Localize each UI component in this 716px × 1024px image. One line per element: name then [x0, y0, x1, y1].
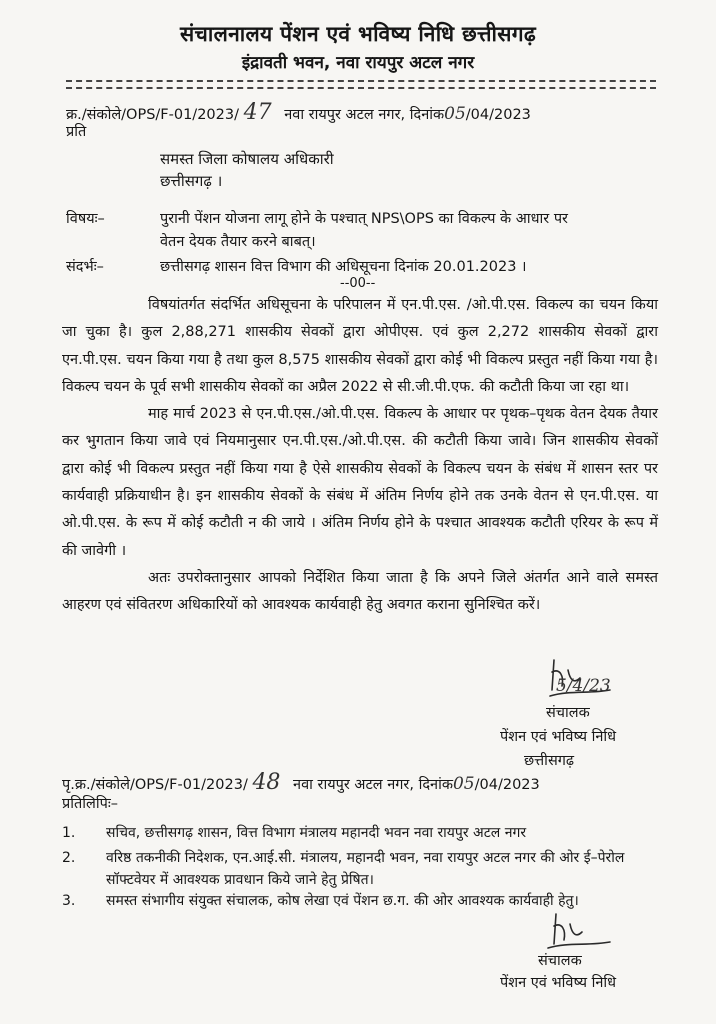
list-item: [62, 822, 662, 844]
office-title: संचालनालय पेंशन एवं भविष्य निधि छत्तीसगढ़: [180, 22, 536, 46]
signatory-1-designation: संचालक: [546, 705, 590, 721]
reference-line: [66, 100, 666, 125]
header-divider-2: [66, 87, 656, 89]
list-item-text: वरिष्ठ तकनीकी निदेशक, एन.आई.सी. मंत्रालय, महानदी भवन, नवा रायपुर अटल नगर की ओर ई–पेरोल सॉफ्टवेयर में आवश्यक प्रावधान किये जाने हेतु प्रेषित।: [106, 850, 625, 888]
ref2-month-year: /04/2023: [474, 777, 540, 793]
paragraph-2: माह मार्च 2023 से एन.पी.एस./ओ.पी.एस. विकल्प के आधार पर पृथक–पृथक वेतन देयक तैयार कर भुगतान किया जावे एवं नियमानुसार एन.पी.एस./ओ.पी.एस. की कटौती किया जावे। जिन शासकीय सेवकों द्वारा कोई भी विकल्प प्रस्तुत नहीं किया गया है ऐसे शासकीय सेवकों के विकल्प चयन के संबंध में शासन स्तर पर कार्यवाही प्रक्रियाधीन है। इन शासकीय सेवकों के संबंध में अंतिम निर्णय होने तक उनके वेतन से एन.पी.एस. या ओ.पी.एस. के रूप में कोई कटौती न की जाये । अंतिम निर्णय होने के पश्चात आवश्यक कटौती एरियर के रूप में की जावेगी ।: [62, 406, 658, 559]
copy-reference-line: [62, 770, 662, 795]
signature-1-date: 5/4/23: [556, 676, 611, 696]
signatory-1-state: छत्तीसगढ़: [524, 753, 575, 769]
reference-label: संदर्भः–: [66, 259, 104, 275]
list-item-number: 2.: [62, 850, 76, 866]
addressee-line-2: छत्तीसगढ़ ।: [160, 172, 223, 190]
separator: --00--: [340, 276, 376, 291]
list-item-number: 1.: [62, 825, 76, 841]
ref-month-year: /04/2023: [465, 107, 531, 123]
ref-number: 47: [243, 100, 272, 125]
ref2-place-date: नवा रायपुर अटल नगर, दिनांक: [293, 777, 453, 793]
copy-label: प्रतिलिपिः–: [62, 796, 119, 812]
to-label: प्रति: [66, 124, 87, 140]
office-address: इंद्रावती भवन, नवा रायपुर अटल नगर: [241, 53, 475, 73]
list-item-text: सचिव, छत्तीसगढ़ शासन, वित्त विभाग मंत्रालय महानदी भवन नवा रायपुर अटल नगर: [106, 825, 527, 841]
subject-line-1: पुरानी पेंशन योजना लागू होने के पश्चात् NPS\OPS का विकल्प के आधार पर: [160, 211, 568, 227]
ref2-prefix: पृ.क्र./संकोले/OPS/F-01/2023/: [62, 777, 248, 793]
ref-place-date: नवा रायपुर अटल नगर, दिनांक: [284, 107, 445, 123]
paragraph-1: विषयांतर्गत संदर्भित अधिसूचना के परिपालन में एन.पी.एस. /ओ.पी.एस. विकल्प का चयन किया जा चुका है। कुल 2,88,271 शासकीय सेवकों द्वारा ओपीएस. एवं कुल 2,272 शासकीय सेवकों द्वारा एन.पी.एस. चयन किया गया है तथा कुल 8,575 शासकीय सेवकों द्वारा कोई भी विकल्प प्रस्तुत नहीं किया गया है। विकल्प चयन के पूर्व सभी शासकीय सेवकों का अप्रैल 2022 से सी.जी.पी.एफ. की कटौती किया जा रहा था।: [62, 297, 658, 395]
letter-body: [62, 292, 658, 620]
header-divider: [66, 80, 656, 82]
signatory-2-designation: संचालक: [538, 953, 582, 969]
ref-prefix: क्र./संकोले/OPS/F-01/2023/: [66, 107, 239, 123]
ref-day: 05: [444, 104, 466, 124]
signatory-1-office: पेंशन एवं भविष्य निधि: [500, 729, 617, 745]
ref2-day: 05: [452, 774, 475, 794]
subject-label: विषयः–: [66, 211, 105, 227]
list-item-text: समस्त संभागीय संयुक्त संचालक, कोष लेखा एवं पेंशन छ.ग. की ओर आवश्यक कार्यवाही हेतु।: [106, 893, 579, 909]
list-item-number: 3.: [62, 893, 76, 909]
subject-line-2: वेतन देयक तैयार करने बाबत्।: [160, 234, 316, 250]
ref2-number: 48: [252, 770, 281, 795]
reference-text: छत्तीसगढ़ शासन वित्त विभाग की अधिसूचना दिनांक 20.01.2023 ।: [160, 259, 527, 275]
signatory-2-office: पेंशन एवं भविष्य निधि: [500, 975, 617, 991]
paragraph-3: अतः उपरोक्तानुसार आपको निर्देशित किया जाता है कि अपने जिले अंतर्गत आने वाले समस्त आहरण एवं संवितरण अधिकारियों को आवश्यक कार्यवाही हेतु अवगत कराना सुनिश्चित करें।: [62, 569, 658, 614]
addressee-line-1: समस्त जिला कोषालय अधिकारी: [160, 150, 334, 168]
list-item: [62, 847, 662, 891]
